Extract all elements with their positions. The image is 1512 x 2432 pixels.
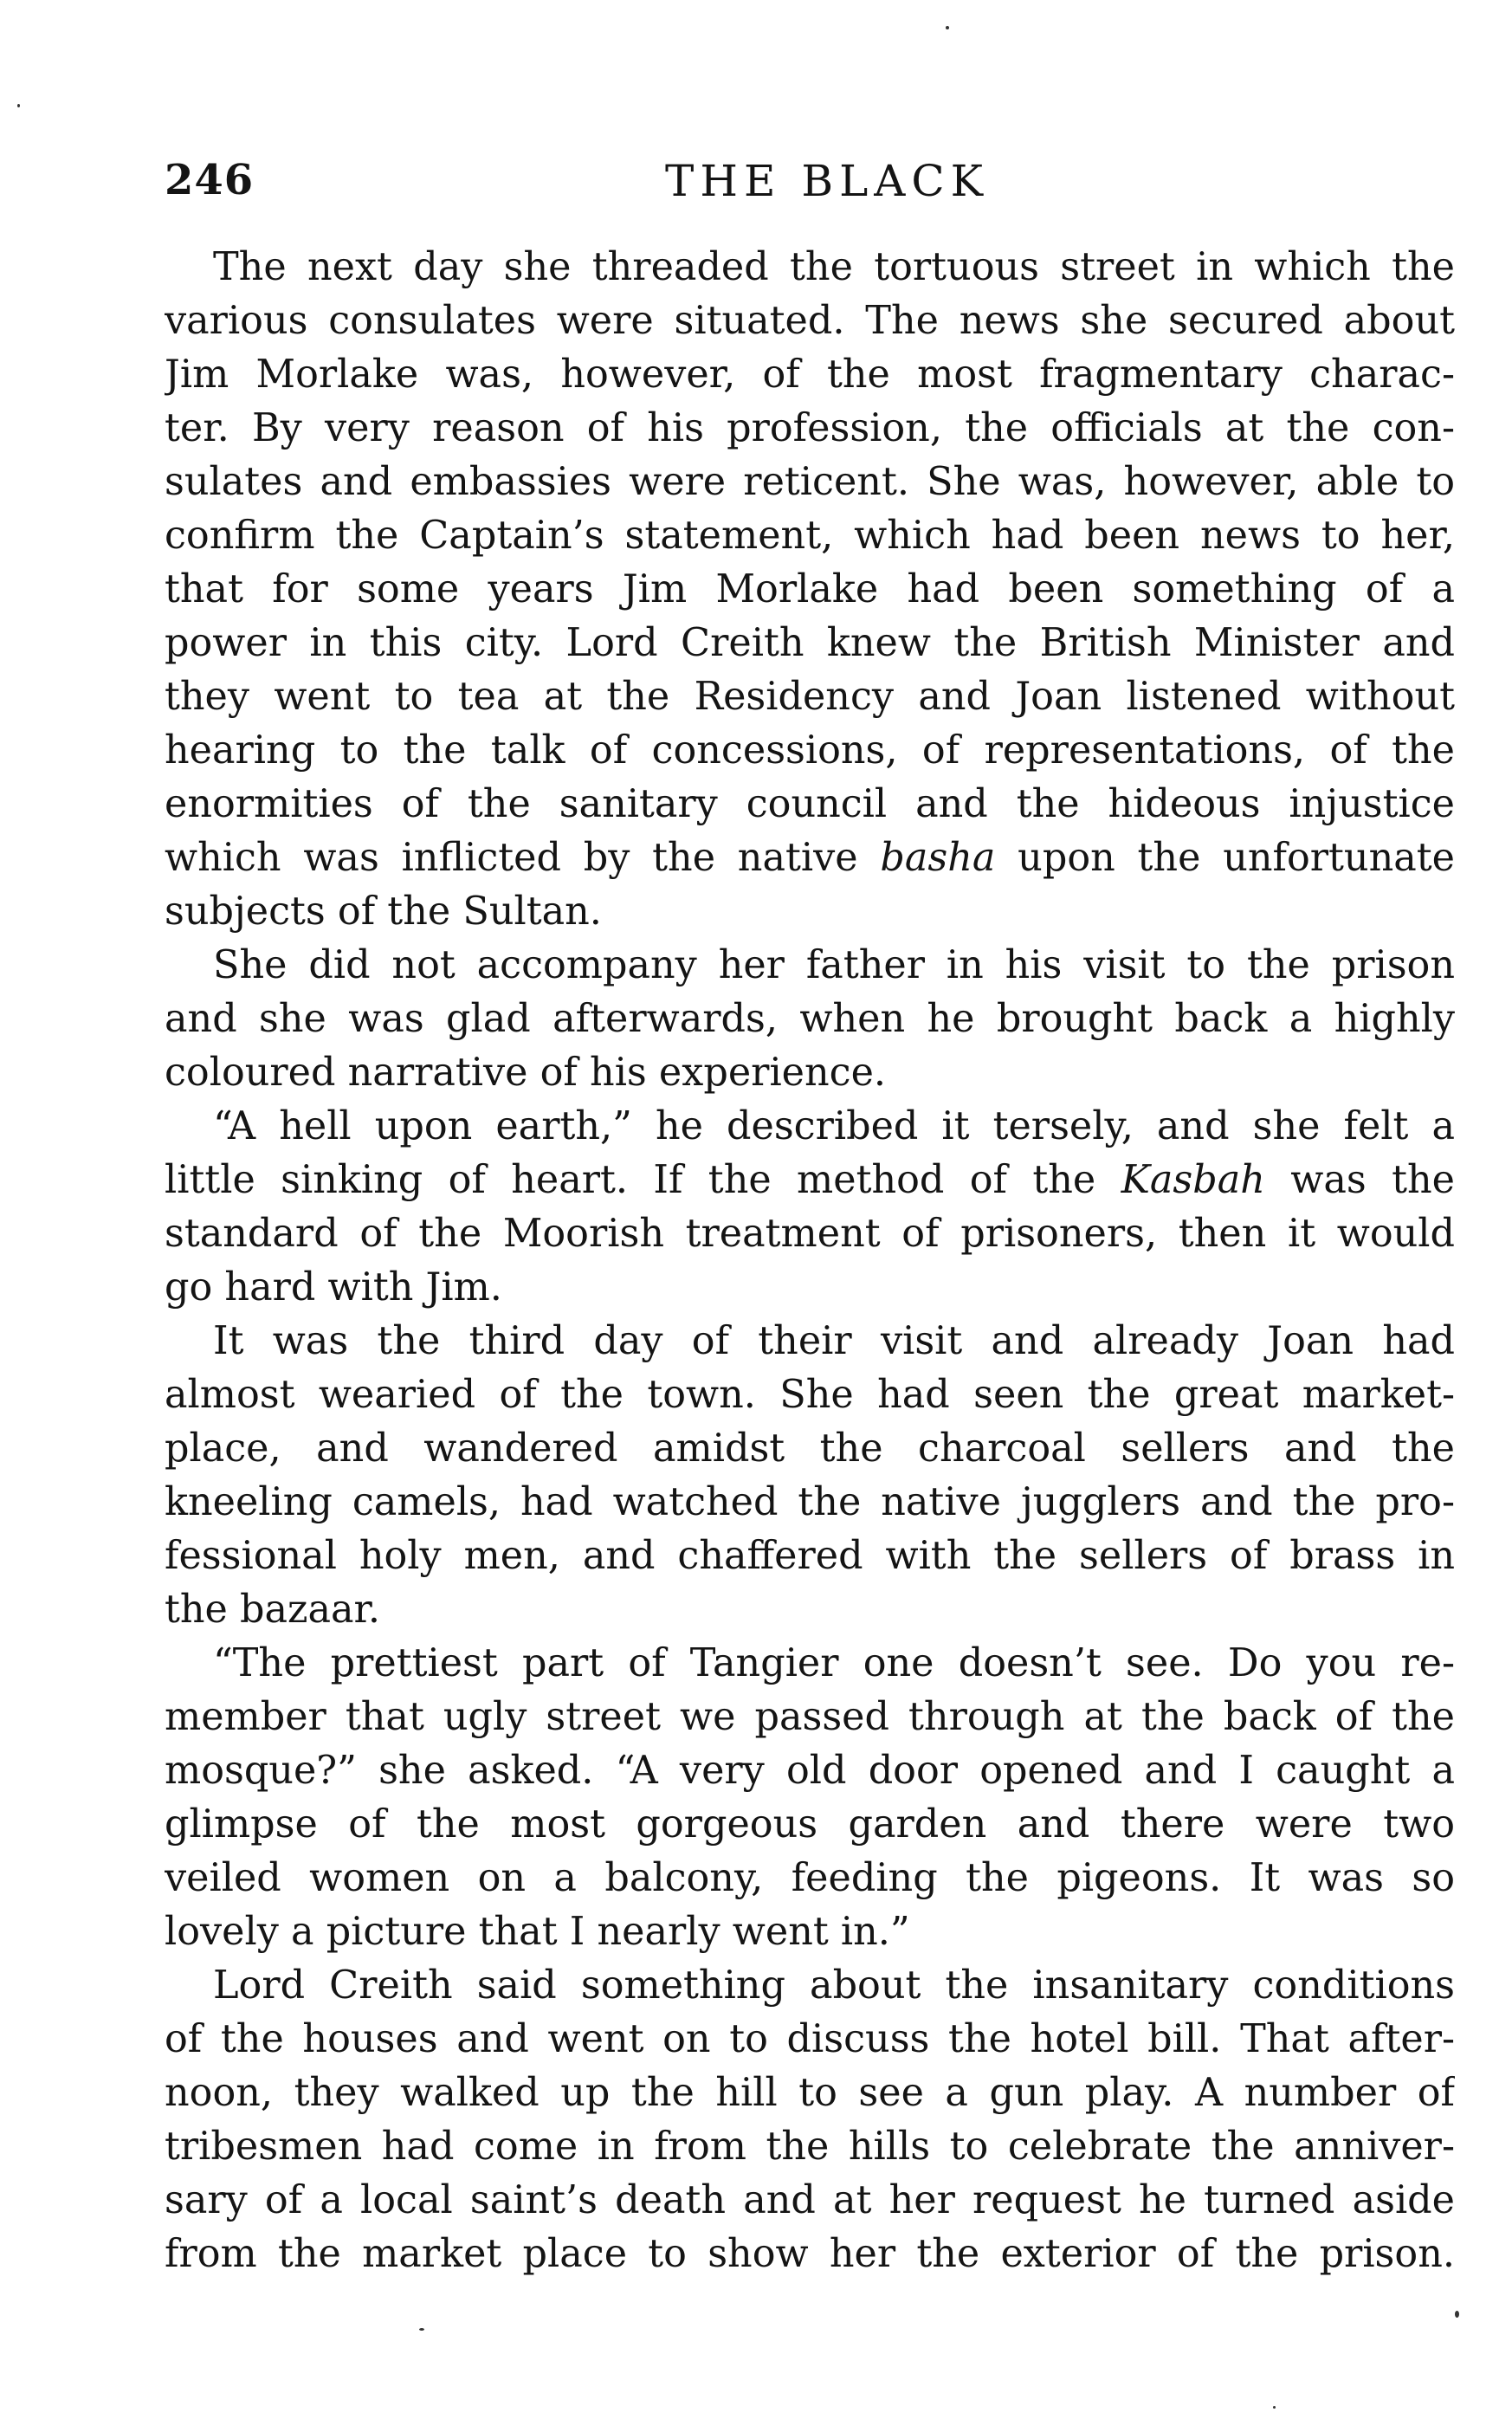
text-line: from the market place to show her the exterior of the prison.: [165, 2232, 1455, 2276]
text-line: and she was glad afterwards, when he brought back a highly: [165, 997, 1455, 1041]
text-line: Jim Morlake was, however, of the most fragmentary charac-: [165, 353, 1455, 397]
text-line: Lord Creith said something about the insanitary conditions: [213, 1963, 1455, 2008]
text-line: sulates and embassies were reticent. She was, however, able to: [165, 460, 1455, 504]
text-line: lovely a picture that I nearly went in.”: [165, 1910, 910, 1954]
text-line: veiled women on a balcony, feeding the pigeons. It was so: [165, 1856, 1455, 1900]
text-line: [165, 831, 1455, 885]
text-line: sary of a local saint’s death and at her request he turned aside: [165, 2178, 1455, 2222]
text-line: ter. By very reason of his profession, the officials at the con-: [165, 406, 1455, 450]
text-segment: which was inflicted by the native: [165, 836, 881, 880]
page-header: [165, 156, 1455, 208]
text-line: almost wearied of the town. She had seen the great market-: [165, 1373, 1455, 1417]
scan-speck: [17, 104, 20, 107]
text-line: It was the third day of their visit and already Joan had: [213, 1319, 1455, 1363]
text-line: enormities of the sanitary council and the hideous injustice: [165, 782, 1455, 826]
scan-speck: [1455, 2311, 1459, 2318]
text-segment: little sinking of heart. If the method of the: [165, 1158, 1121, 1202]
text-line: confirm the Captain’s statement, which had been news to her,: [165, 514, 1455, 558]
text-line: “The prettiest part of Tangier one doesn’t see. Do you re-: [213, 1641, 1455, 1685]
text-line: member that ugly street we passed through at the back of the: [165, 1695, 1455, 1739]
text-line: “A hell upon earth,” he described it tersely, and she felt a: [213, 1104, 1455, 1148]
page-number: 246: [165, 156, 255, 204]
text-line: they went to tea at the Residency and Joan listened without: [165, 675, 1455, 719]
text-line: go hard with Jim.: [165, 1265, 502, 1310]
text-line: noon, they walked up the hill to see a gun play. A number of: [165, 2071, 1455, 2115]
text-line: hearing to the talk of concessions, of representations, of the: [165, 728, 1455, 773]
text-line: that for some years Jim Morlake had been something of a: [165, 567, 1455, 611]
italic-term-kasbah: Kasbah: [1121, 1158, 1265, 1202]
text-line: of the houses and went on to discuss the hotel bill. That after-: [165, 2017, 1455, 2061]
scan-speck: [1273, 2406, 1276, 2409]
text-line: the bazaar.: [165, 1588, 381, 1632]
text-line: standard of the Moorish treatment of prisoners, then it would: [165, 1212, 1455, 1256]
text-line: various consulates were situated. The news she secured about: [165, 299, 1455, 343]
text-line: subjects of the Sultan.: [165, 889, 602, 934]
text-line: power in this city. Lord Creith knew the British Minister and: [165, 621, 1455, 665]
text-line: glimpse of the most gorgeous garden and there were two: [165, 1802, 1455, 1847]
body-text: [165, 241, 1455, 2281]
text-line: coloured narrative of his experience.: [165, 1051, 887, 1095]
italic-term-basha: basha: [880, 836, 996, 880]
text-line: kneeling camels, had watched the native jugglers and the pro-: [165, 1480, 1455, 1524]
text-line: [165, 1154, 1455, 1207]
text-line: fessional holy men, and chaffered with the sellers of brass in: [165, 1534, 1455, 1578]
running-title: THE BLACK: [664, 156, 989, 206]
scan-speck: [946, 26, 949, 29]
text-segment: upon the unfortunate: [995, 836, 1455, 880]
text-line: The next day she threaded the tortuous street in which the: [213, 245, 1455, 289]
text-line: tribesmen had come in from the hills to celebrate the anniver-: [165, 2125, 1455, 2169]
text-line: She did not accompany her father in his visit to the prison: [213, 943, 1455, 987]
scan-speck: [419, 2328, 424, 2331]
text-line: place, and wandered amidst the charcoal sellers and the: [165, 1426, 1455, 1471]
text-segment: was the: [1264, 1158, 1455, 1202]
text-line: mosque?” she asked. “A very old door opened and I caught a: [165, 1749, 1455, 1793]
